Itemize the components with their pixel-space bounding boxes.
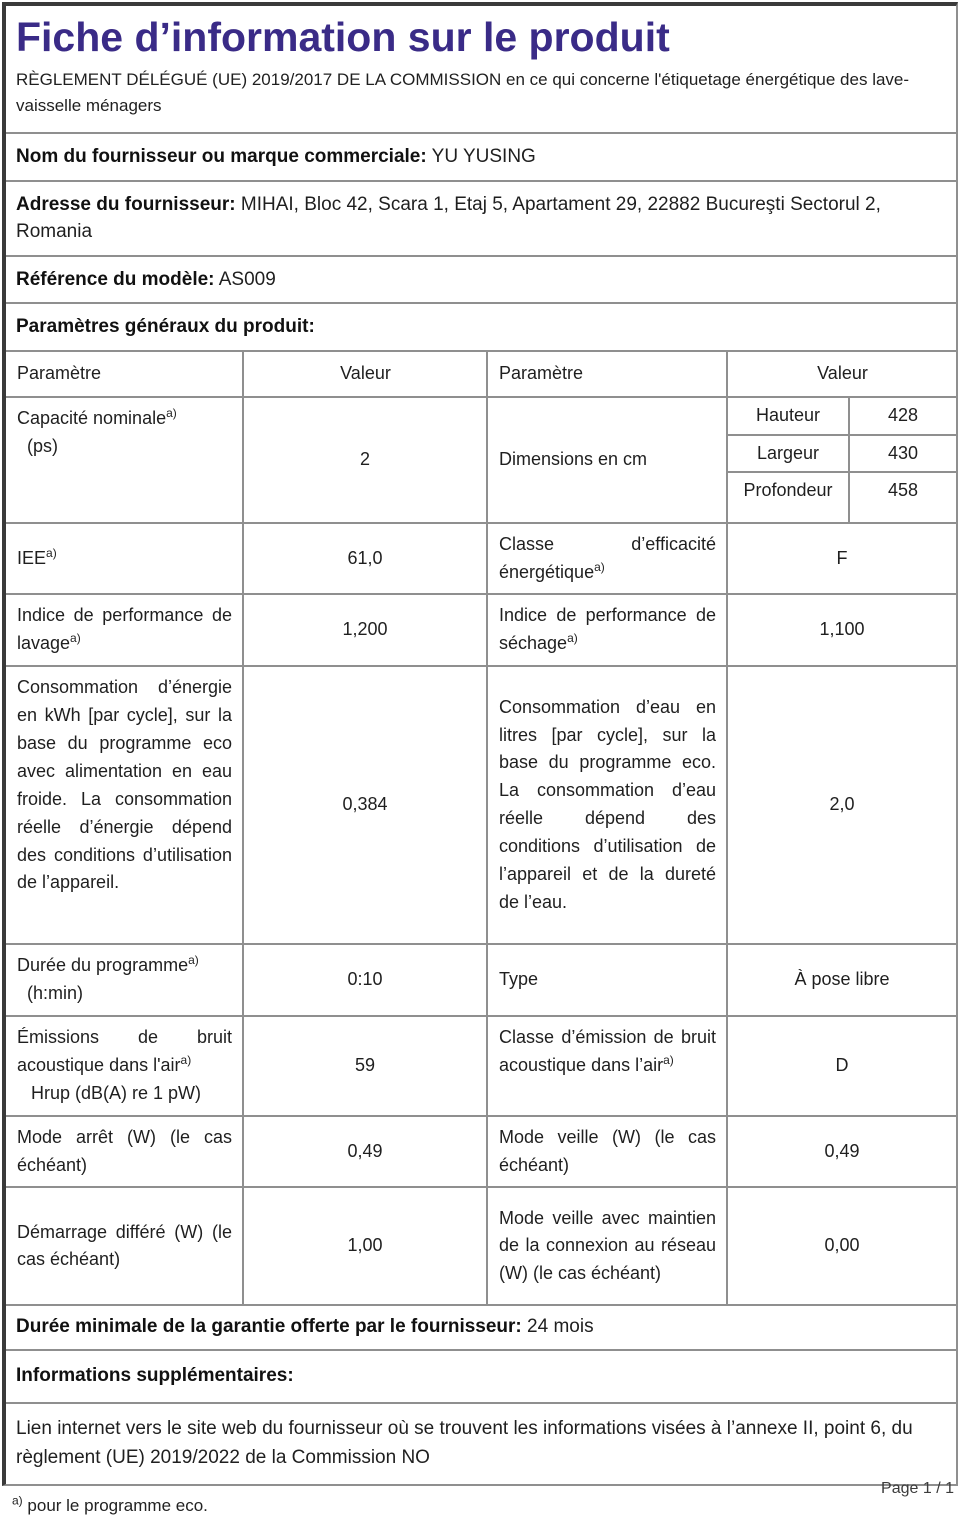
footnote-marker: a) [70,631,81,646]
value-consommation-energie: 0,384 [242,667,486,943]
table-row-demarrage-reseau [6,1188,956,1306]
model-reference-label: Référence du modèle: [16,268,215,290]
supplier-name-value: YU YUSING [431,146,536,167]
dimensions-subtable [726,398,956,522]
dim-value-largeur: 430 [848,436,956,472]
value-indice-sechage: 1,100 [726,595,956,665]
param-veille-reseau: Mode veille avec maintien de la connexion au réseau (W) (le cas échéant) [486,1188,726,1304]
supplier-address-row [6,182,956,257]
footnote-marker: a) [188,953,199,968]
value-duree-programme: 0:10 [242,945,486,1015]
value-classe-bruit: D [726,1017,956,1115]
supplier-address-value: MIHAI, Bloc 42, Scara 1, Etaj 5, Apartament 29, 22882 Bucureşti Sectorul 2, Romania [16,193,881,243]
param-mode-veille: Mode veille (W) (le cas échéant) [486,1117,726,1187]
value-type: À pose libre [726,945,956,1015]
param-emissions-bruit: Émissions de bruit acoustique dans l'air$^{a)}$ Hrup (dB(A) re 1 pW) [17,1026,232,1103]
param-classe-efficacite: Classe d’efficacité énergétique$^{a)}$ [486,524,726,594]
param-iee: IEE$^{a)}$ [17,545,57,568]
value-indice-lavage: 1,200 [242,595,486,665]
dimension-row-largeur [728,436,956,474]
product-fiche-page [0,2,970,1516]
value-demarrage-differe: 1,00 [242,1188,486,1304]
value-classe-efficacite: F [726,524,956,594]
col-header-param1: Paramètre [17,362,102,383]
param-mode-arret: Mode arrêt (W) (le cas échéant) [17,1126,232,1175]
table-row-modes [6,1117,956,1189]
page-title: Fiche d’information sur le produit [16,14,670,60]
footnote-text: pour le programme eco. [27,1496,208,1516]
table-header-row [6,352,956,398]
col-header-value1: Valeur [242,352,486,396]
param-consommation-energie: Consommation d’énergie en kWh [par cycle], sur la base du programme eco avec alimentation en eau froide. La consommation réelle d’énergie dépend des conditions d’utilisation de l’appareil. [17,677,232,893]
col-header-value2: Valeur [726,352,956,396]
footnote-marker: a) [567,631,578,646]
table-row-iee-classe [6,524,956,596]
footnote-marker: a) [663,1052,674,1067]
dim-label-largeur: Largeur [756,442,820,463]
dim-label-hauteur: Hauteur [755,404,821,425]
general-params-label: Paramètres généraux du produit: [16,316,315,338]
param-dimensions: Dimensions en cm [486,398,726,522]
dimension-row-profondeur [728,473,956,521]
value-mode-arret: 0,49 [242,1117,486,1187]
table-row-consommations [6,667,956,945]
regulation-text: RÈGLEMENT DÉLÉGUÉ (UE) 2019/2017 DE LA COMMISSION en ce qui concerne l'étiquetage énergétique des lave-vaisselle ménagers [6,63,956,134]
footnote-marker: a) [46,545,57,560]
footnote-marker: a) [594,559,605,574]
table-row-duree-type [6,945,956,1017]
param-type: Type [486,945,726,1015]
supplier-link-row: Lien internet vers le site web du fournisseur où se trouvent les informations visées à l’annexe II, point 6, du règlement (UE) 2019/2022 de la Commission NO [16,1417,913,1469]
additional-info-row [6,1351,956,1404]
value-emissions-bruit: 59 [242,1017,486,1115]
value-capacite-nominale: 2 [242,398,486,522]
value-veille-reseau: 0,00 [726,1188,956,1304]
table-row-indices-performance [6,595,956,667]
param-consommation-eau: Consommation d’eau en litres [par cycle], sur la base du programme eco. La consommation d’eau réelle dépend des conditions d’utilisation de l’appareil et de la dureté de l’eau. [486,667,726,943]
model-reference-row [6,257,956,305]
dim-value-hauteur: 428 [848,398,956,434]
footnote-marker: a) [166,405,177,420]
model-reference-value: AS009 [218,268,276,290]
value-consommation-eau: 2,0 [726,667,956,943]
dim-value-profondeur: 458 [848,473,956,521]
footnote-marker: a) [180,1052,192,1067]
warranty-label: Durée minimale de la garantie offerte par le fournisseur: [16,1316,522,1338]
footnote-marker: a) [12,1493,23,1508]
supplier-address-label: Adresse du fournisseur: [16,193,236,215]
param-indice-lavage: Indice de performance de lavage$^{a)}$ [17,605,232,654]
dim-label-profondeur: Profondeur [743,480,833,501]
fiche-sheet [2,2,958,1486]
param-duree-programme: Durée du programme$^{a)}$ (h:min) [17,953,199,1004]
value-mode-veille: 0,49 [726,1117,956,1187]
title-block [6,6,956,63]
param-indice-sechage: Indice de performance de séchage$^{a)}$ [486,595,726,665]
table-row-bruit [6,1017,956,1117]
param-demarrage-differe: Démarrage différé (W) (le cas échéant) [17,1221,232,1270]
footnote [12,1493,970,1516]
param-capacite-nominale: Capacité nominale$^{a)}$ (ps) [17,405,177,456]
table-row-capacity-dimensions [6,398,956,524]
supplier-name-label: Nom du fournisseur ou marque commerciale: [16,146,427,167]
dimension-row-hauteur [728,398,956,436]
col-header-param2: Paramètre [486,352,726,396]
value-iee: 61,0 [242,524,486,594]
page-number: Page 1 / 1 [881,1480,954,1497]
additional-info-label: Informations supplémentaires: [16,1365,294,1387]
warranty-row [6,1306,956,1351]
param-classe-bruit: Classe d’émission de bruit acoustique dans l’air$^{a)}$ [486,1017,726,1115]
general-params-row [6,304,956,352]
supplier-name-row [6,134,956,182]
warranty-value: 24 mois [527,1316,594,1338]
